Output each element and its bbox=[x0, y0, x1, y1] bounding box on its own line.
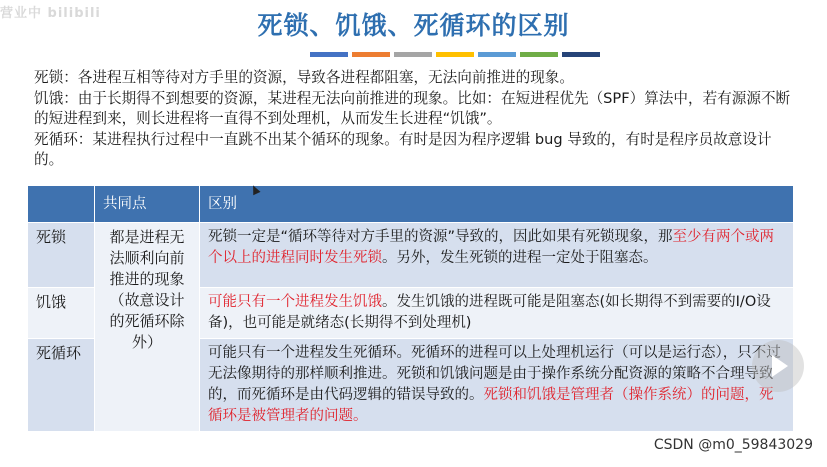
title-color-bars bbox=[310, 52, 600, 57]
diff-emphasis: 可能只有一个进程发生饥饿 bbox=[208, 294, 382, 310]
watermark-logo: 营业中 bilibili bbox=[0, 6, 101, 21]
title-color-bar bbox=[562, 52, 600, 57]
definitions-block bbox=[34, 68, 800, 171]
slide-title: 死锁、饥饿、死循环的区别 bbox=[257, 11, 570, 40]
difference-infinite-loop bbox=[200, 339, 794, 432]
csdn-watermark: CSDN @m0_59843029 bbox=[653, 437, 813, 453]
table-header-difference: 区别 bbox=[200, 186, 794, 223]
comparison-table bbox=[27, 185, 794, 432]
table-row bbox=[28, 223, 794, 288]
diff-emphasis: 至少有两个或两个以上的进程同时发生死锁 bbox=[208, 229, 775, 266]
play-icon[interactable] bbox=[752, 340, 804, 392]
row-label-infinite-loop: 死循环 bbox=[28, 339, 95, 432]
diff-emphasis: 死锁和饥饿是管理者（操作系统）的问题，死循环是被管理者的问题。 bbox=[208, 387, 774, 424]
title-color-bar bbox=[310, 52, 348, 57]
definition-infinite-loop: 死循环：某进程执行过程中一直跳不出某个循环的现象。有时是因为程序逻辑 bug 导致的，有时是程序员故意设计的。 bbox=[34, 130, 772, 168]
diff-text: 可能只有一个进程发生死循环。死循环的进程可以上处理机运行（可以是运行态），只不过无法像期待的那样顺利推进。死锁和饥饿问题是由于操作系统分配资源的策略不合理导致的，而死循环是由代码逻辑的错误导致的。 bbox=[208, 345, 781, 403]
definition-starvation: 饥饿：由于长期得不到想要的资源，某进程无法向前推进的现象。比如：在短进程优先（SPF）算法中，若有源源不断的短进程到来，则长进程将一直得不到处理机，从而发生长进程“饥饿”。 bbox=[34, 89, 791, 127]
common-point-cell: 都是进程无法顺利向前推进的现象（故意设计的死循环除外） bbox=[95, 223, 200, 432]
difference-starvation bbox=[200, 288, 794, 339]
definition-deadlock: 死锁：各进程互相等待对方手里的资源，导致各进程都阻塞，无法向前推进的现象。 bbox=[34, 69, 574, 86]
title-color-bar bbox=[394, 52, 432, 57]
diff-text: 。发生饥饿的进程既可能是阻塞态(如长期得不到需要的I/O设备)，也可能是就绪态(长期得不到处理机) bbox=[208, 294, 771, 331]
title-color-bar bbox=[478, 52, 516, 57]
diff-text: 死锁一定是“循环等待对方手里的资源”导致的，因此如果有死锁现象，那 bbox=[208, 229, 673, 245]
table-header-empty bbox=[28, 186, 95, 223]
table-header-common: 共同点 bbox=[95, 186, 200, 223]
diff-text: 。另外，发生死锁的进程一定处于阻塞态。 bbox=[382, 250, 658, 266]
title-color-bar bbox=[436, 52, 474, 57]
difference-deadlock bbox=[200, 223, 794, 288]
title-color-bar bbox=[352, 52, 390, 57]
title-color-bar bbox=[520, 52, 558, 57]
row-label-starvation: 饥饿 bbox=[28, 288, 95, 339]
row-label-deadlock: 死锁 bbox=[28, 223, 95, 288]
table-header-row bbox=[28, 186, 794, 223]
